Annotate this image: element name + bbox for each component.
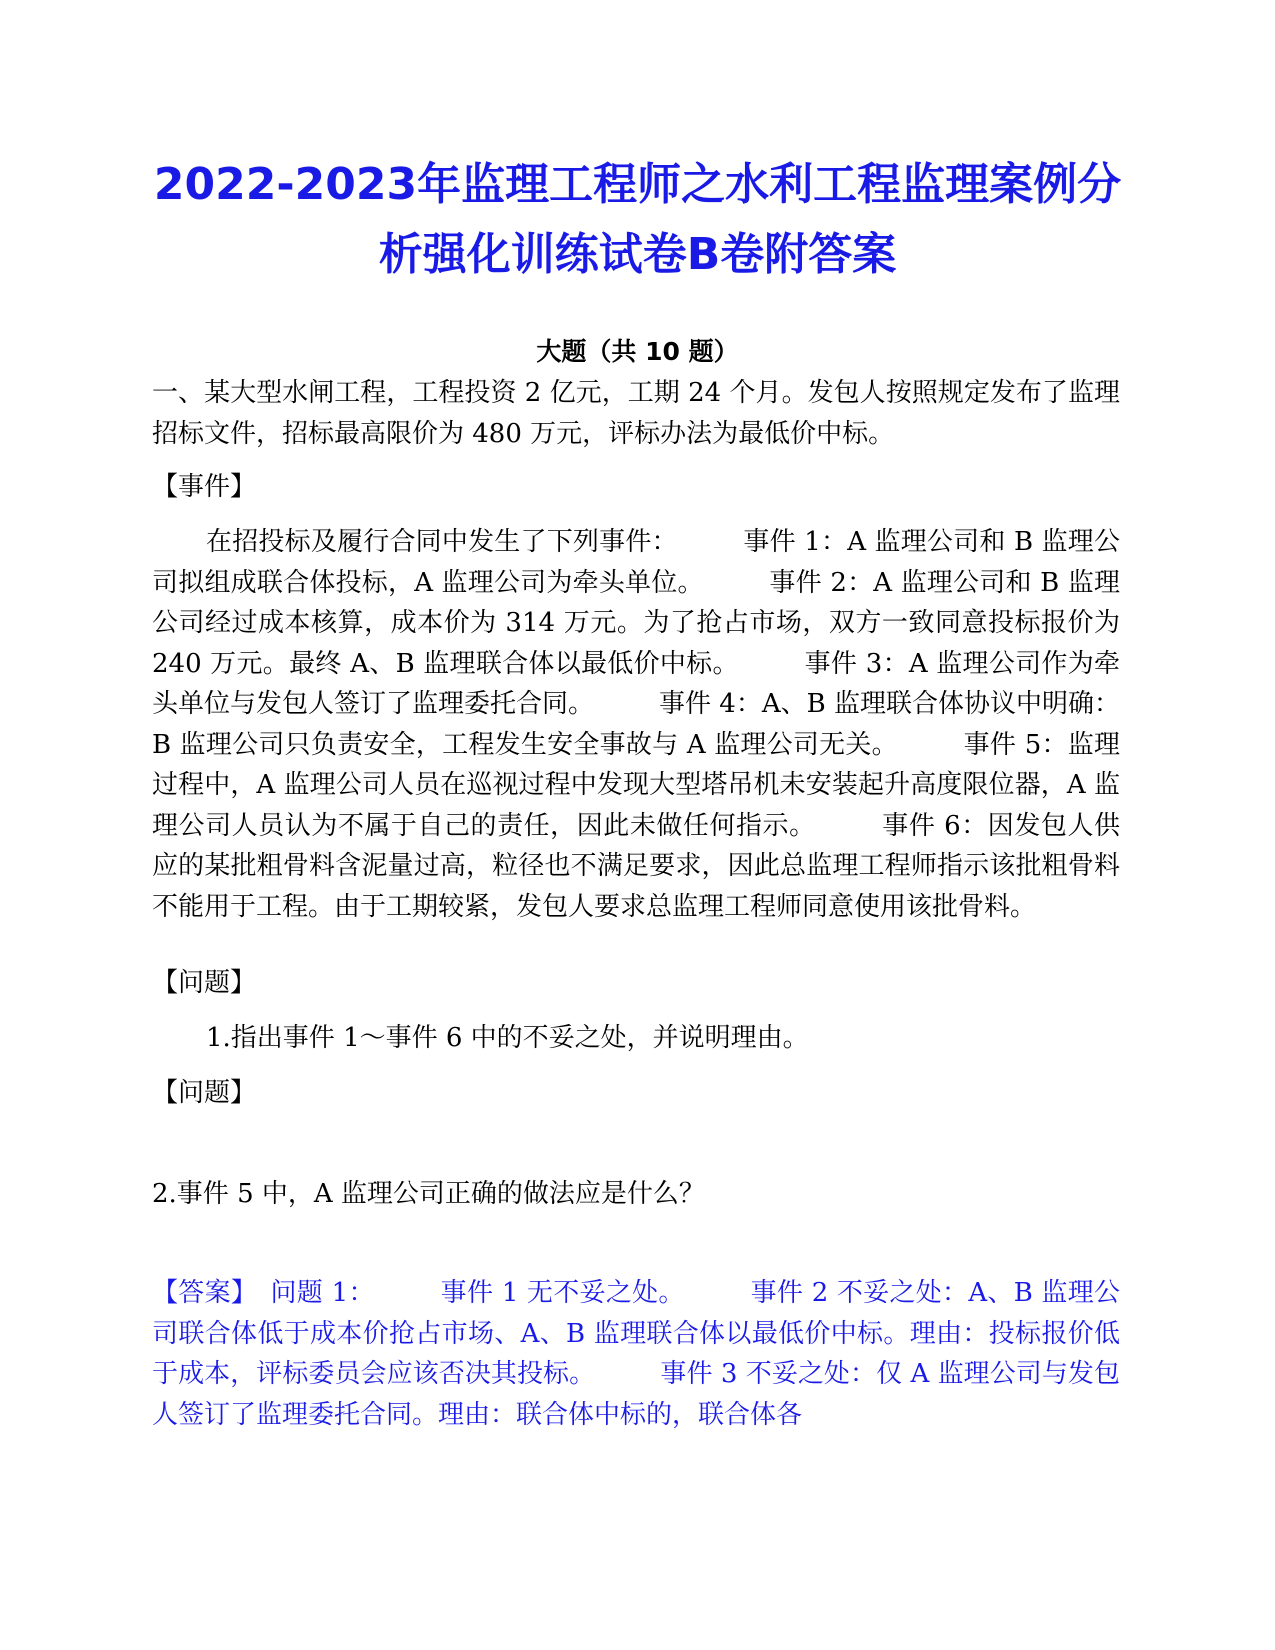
question-2: 2.事件 5 中，A 监理公司正确的做法应是什么？ — [152, 1179, 705, 1209]
question-1: 1.指出事件 1～事件 6 中的不妥之处，并说明理由。 — [206, 1023, 809, 1053]
question-heading-1: 【问题】 — [152, 968, 257, 998]
events-text: 在招投标及履行合同中发生了下列事件： 事件 1：A 监理公司和 B 监理公司拟组成联合体投标，A 监理公司为牵头单位。 事件 2：A 监理公司和 B 监理公司经过成本核算，成本价为 314 万元。为了抢占市场，双方一致同意投标报价为 240 万元。最终 A、B 监理联合体以最低价中标。 事件 3：A 监理公司作为牵头单位与发包人签订了监理委托合同。 事件 4：A、B 监理联合体协议中明确：B 监理公司只负责安全，工程发生安全事故与 A 监理公司无关。 事件 5：监理过程中，A 监理公司人员在巡视过程中发现大型塔吊机未安装起升高度限位器，A 监理公司人员认为不属于自己的责任，因此未做任何指示。 事件 6：因发包人供应的某批粗骨料含泥量过高，粒径也不满足要求，因此总监理工程师指示该批粗骨料不能用于工程。由于工期较紧，发包人要求总监理工程师同意使用该批骨料。 — [152, 527, 1120, 922]
question-heading-2: 【问题】 — [152, 1078, 257, 1108]
answer-text: 【答案】 问题 1： 事件 1 无不妥之处。 事件 2 不妥之处：A、B 监理公司联合体低于成本价抢占市场、A、B 监理联合体以最低价中标。理由：投标报价低于成本，评标委员会应该否决其投标。 事件 3 不妥之处：仅 A 监理公司与发包人签订了监理委托合同。理由：联合体中标的，联合体各 — [152, 1278, 1120, 1430]
question-intro: 一、某大型水闸工程，工程投资 2 亿元，工期 24 个月。发包人按照规定发布了监理招标文件，招标最高限价为 480 万元，评标办法为最低价中标。 — [152, 378, 1120, 449]
section-title: 大题（共 10 题） — [536, 337, 739, 366]
document-title: 2022-2023年监理工程师之水利工程监理案例分析强化训练试卷B卷附答案 — [153, 159, 1122, 280]
events-heading: 【事件】 — [152, 472, 257, 502]
